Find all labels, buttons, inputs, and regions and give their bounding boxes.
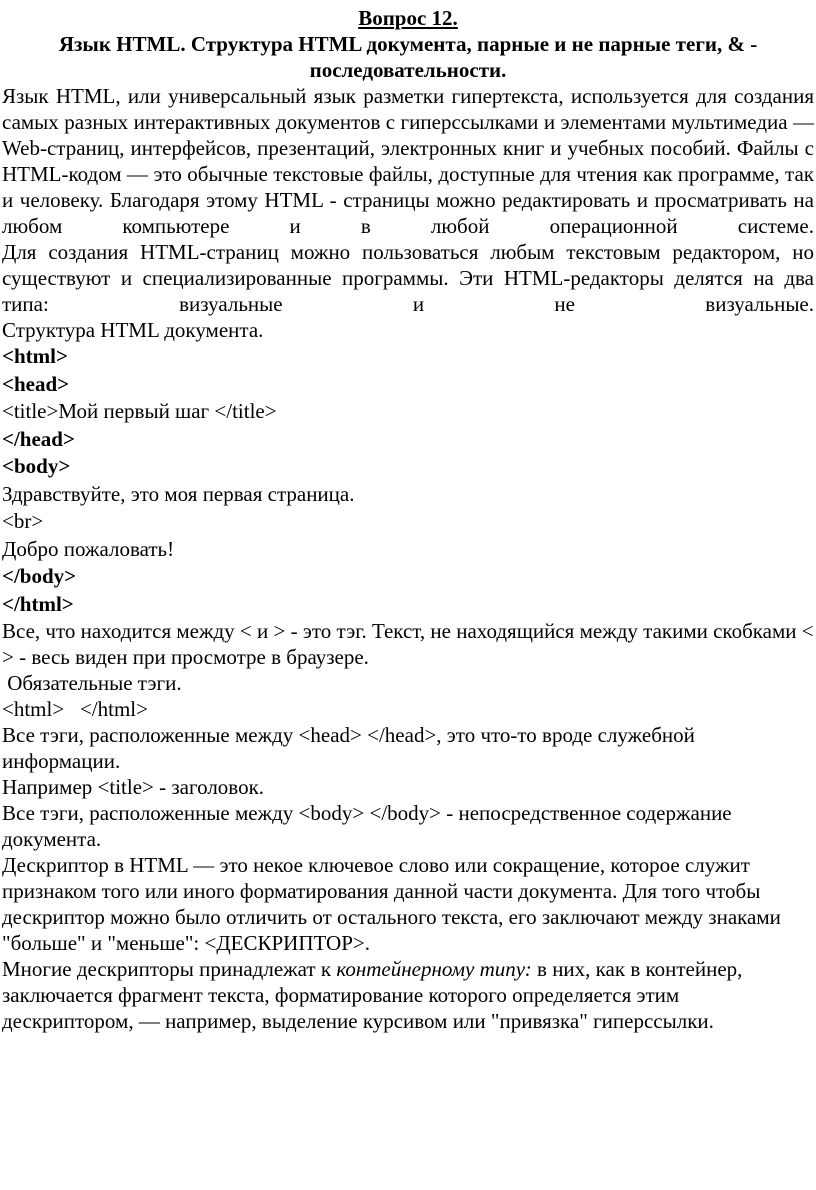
last-paragraph: дескриптором, — например, выделение курсивом или "привязка" гиперссылки. bbox=[2, 1009, 714, 1033]
code-line: <html> bbox=[2, 344, 68, 368]
code-example bbox=[2, 343, 814, 618]
code-line: </head> bbox=[2, 426, 75, 451]
code-line: </body> bbox=[2, 564, 77, 588]
code-line: <br> bbox=[2, 509, 44, 533]
container-text-after: в них, как в контейнер, заключается фрагмент текста, форматирование которого определяется этим bbox=[2, 957, 743, 1007]
note-descriptor: Дескриптор в HTML — это некое ключевое слово или сокращение, которое служит признаком того или иного форматирования данной части документа. Для того чтобы дескриптор можно было отличить от остального текста, его заключают между знаками "больше" и "меньше": <ДЕСКРИПТОР>. bbox=[2, 853, 781, 955]
note-tags: Все, что находится между < и > - это тэг. Текст, не находящийся между такими скобками < > - весь виден при просмотре в браузере. bbox=[2, 619, 814, 669]
topic-heading: Язык HTML. Структура HTML документа, парные и не парные теги, & - последовательности. bbox=[58, 32, 758, 82]
note-body: Все тэги, расположенные между <body> </body> - непосредственное содержание документа. bbox=[2, 801, 732, 851]
code-line: Добро пожаловать! bbox=[2, 536, 175, 561]
note-html-tags: <html> </html> bbox=[2, 697, 148, 721]
container-text-before: Многие дескрипторы принадлежат к bbox=[2, 957, 337, 981]
code-line: </html> bbox=[2, 591, 74, 616]
code-line: <body> bbox=[2, 454, 71, 478]
container-term: контейнерному типу: bbox=[336, 957, 532, 981]
intro-paragraph-2: Для создания HTML-страниц можно пользоваться любым текстовым редактором, но существуют и специализированные программы. Эти HTML-редакторы делятся на два типа: визуальные и не визуальные. bbox=[2, 240, 814, 316]
code-line: Здравствуйте, это моя первая страница. bbox=[2, 481, 355, 506]
code-line: <title>Мой первый шаг </title> bbox=[2, 399, 277, 423]
intro-paragraph-1: Язык HTML, или универсальный язык разметки гипертекста, используется для создания самых разных интерактивных документов с гиперссылками и элементами мультимедиа — Web-страниц, интерфейсов, презентаций, электронных книг и учебных пособий. Файлы с HTML-кодом — это обычные текстовые файлы, доступные для чтения как программе, так и человеку. Благодаря этому HTML - страницы можно редактировать и просматривать на любом компьютере и в любой операционной системе. bbox=[2, 84, 814, 238]
code-line: <head> bbox=[2, 371, 70, 396]
note-head: Все тэги, расположенные между <head> </head>, это что-то вроде служебной информации. bbox=[2, 723, 695, 773]
container-paragraph bbox=[2, 956, 814, 1008]
note-required-tags: Обязательные тэги. bbox=[2, 671, 182, 695]
document-page bbox=[0, 6, 816, 1190]
structure-heading: Структура HTML документа. bbox=[2, 318, 264, 342]
note-title: Например <title> - заголовок. bbox=[2, 775, 265, 799]
question-title: Вопрос 12. bbox=[358, 6, 458, 30]
